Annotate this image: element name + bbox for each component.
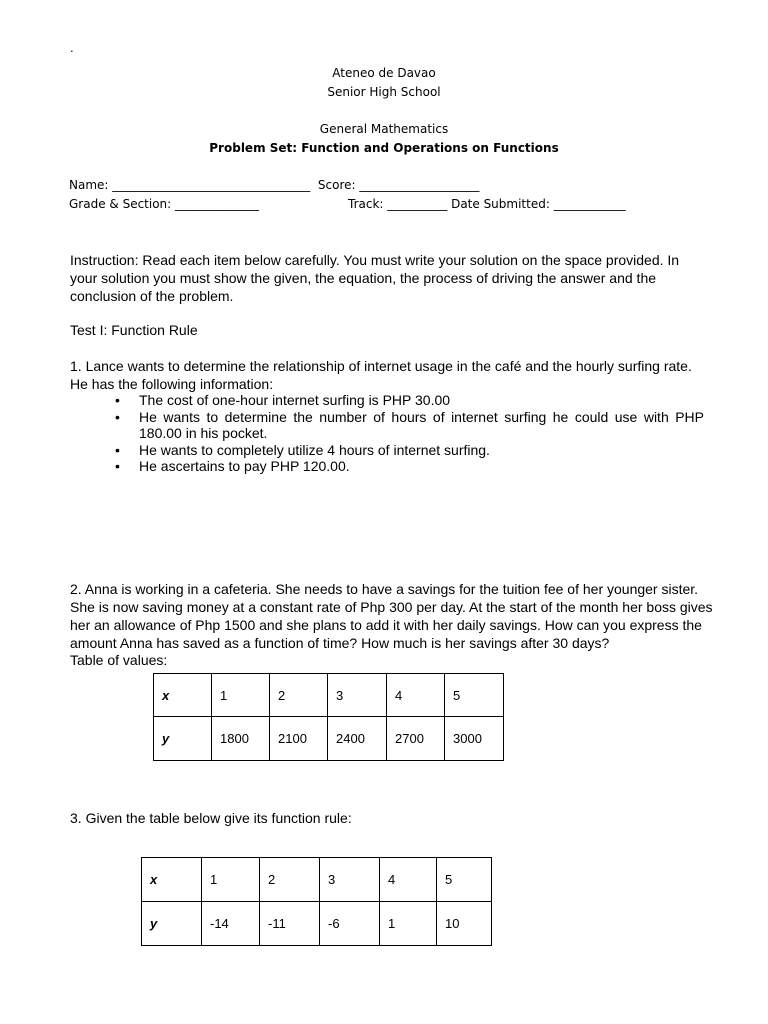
table-cell: 1800 — [212, 717, 270, 761]
table-cell: 1 — [202, 858, 260, 902]
table-cell: 5 — [445, 674, 504, 717]
problem-2-table — [153, 673, 504, 761]
table-cell: x — [142, 858, 202, 902]
table-cell: 2400 — [328, 717, 387, 761]
table-cell: x — [154, 674, 212, 717]
table-cell: -6 — [320, 902, 380, 946]
list-item — [70, 458, 704, 475]
problem-3-text: 3. Given the table below give its function rule: — [70, 810, 352, 826]
table-cell: 4 — [380, 858, 437, 902]
table-row — [154, 674, 504, 717]
table-cell: 2700 — [387, 717, 445, 761]
instruction-text: Instruction: Read each item below carefully. You must write your solution on the space provided. In your solution you must show the given, the equation, the process of driving the answer and the conclusion of the problem. — [70, 252, 680, 304]
bullet-marker: • — [115, 458, 120, 474]
bullet-marker: • — [115, 408, 120, 425]
school-division: Senior High School — [327, 85, 441, 99]
table-row — [142, 858, 492, 902]
list-item — [70, 442, 704, 459]
bullet-marker: • — [115, 392, 120, 408]
table-cell: 2 — [270, 674, 328, 717]
list-item — [70, 409, 704, 442]
problem-1-text: 1. Lance wants to determine the relationship of internet usage in the café and the hourly surfing rate. He has the following information: — [70, 358, 692, 392]
table-of-values-label: Table of values: — [70, 652, 168, 668]
problem-2-text: 2. Anna is working in a cafeteria. She needs to have a savings for the tuition fee of her younger sister. She is now saving money at a constant rate of Php 300 per day. At the start of the month her boss gives her an allowance of Php 1500 and she plans to add it with her daily savings. How can you express the amount Anna has saved as a function of time? How much is her savings after 30 days? — [70, 581, 713, 651]
stray-dot: . — [70, 40, 74, 55]
table-row — [154, 717, 504, 761]
table-cell: 4 — [387, 674, 445, 717]
bullet-marker: • — [115, 441, 120, 458]
problem-1-bullets — [70, 392, 704, 475]
bullet-text: He ascertains to pay PHP 120.00. — [139, 458, 350, 474]
problem-3-table — [141, 857, 492, 946]
name-score-line: Name: _________________________________ Score: ____________________ — [69, 178, 480, 192]
table-cell: 3000 — [445, 717, 504, 761]
table-cell: y — [142, 902, 202, 946]
table-cell: 3 — [320, 858, 380, 902]
table-cell: -14 — [202, 902, 260, 946]
bullet-text: He wants to completely utilize 4 hours of internet surfing. — [139, 441, 490, 458]
table-cell: 3 — [328, 674, 387, 717]
test-heading: Test I: Function Rule — [70, 322, 198, 338]
school-name: Ateneo de Davao — [332, 66, 436, 80]
subject-title: General Mathematics — [319, 122, 449, 136]
list-item — [70, 392, 704, 409]
table-row — [142, 902, 492, 946]
bullet-text: The cost of one-hour internet surfing is PHP 30.00 — [139, 392, 451, 408]
grade-section-line: Grade & Section: ______________ — [69, 197, 260, 211]
table-cell: 1 — [212, 674, 270, 717]
table-cell: 1 — [380, 902, 437, 946]
table-cell: y — [154, 717, 212, 761]
table-cell: 2100 — [270, 717, 328, 761]
table-cell: 2 — [260, 858, 320, 902]
table-cell: 10 — [437, 902, 492, 946]
bullet-text: He wants to determine the number of hours of internet surfing he could use with PHP 180.00 in his pocket. — [139, 408, 704, 441]
table-cell: 5 — [437, 858, 492, 902]
table-cell: -11 — [260, 902, 320, 946]
problem-set-title: Problem Set: Function and Operations on Functions — [209, 141, 559, 155]
track-date-line: Track: __________ Date Submitted: ____________ — [348, 197, 626, 211]
